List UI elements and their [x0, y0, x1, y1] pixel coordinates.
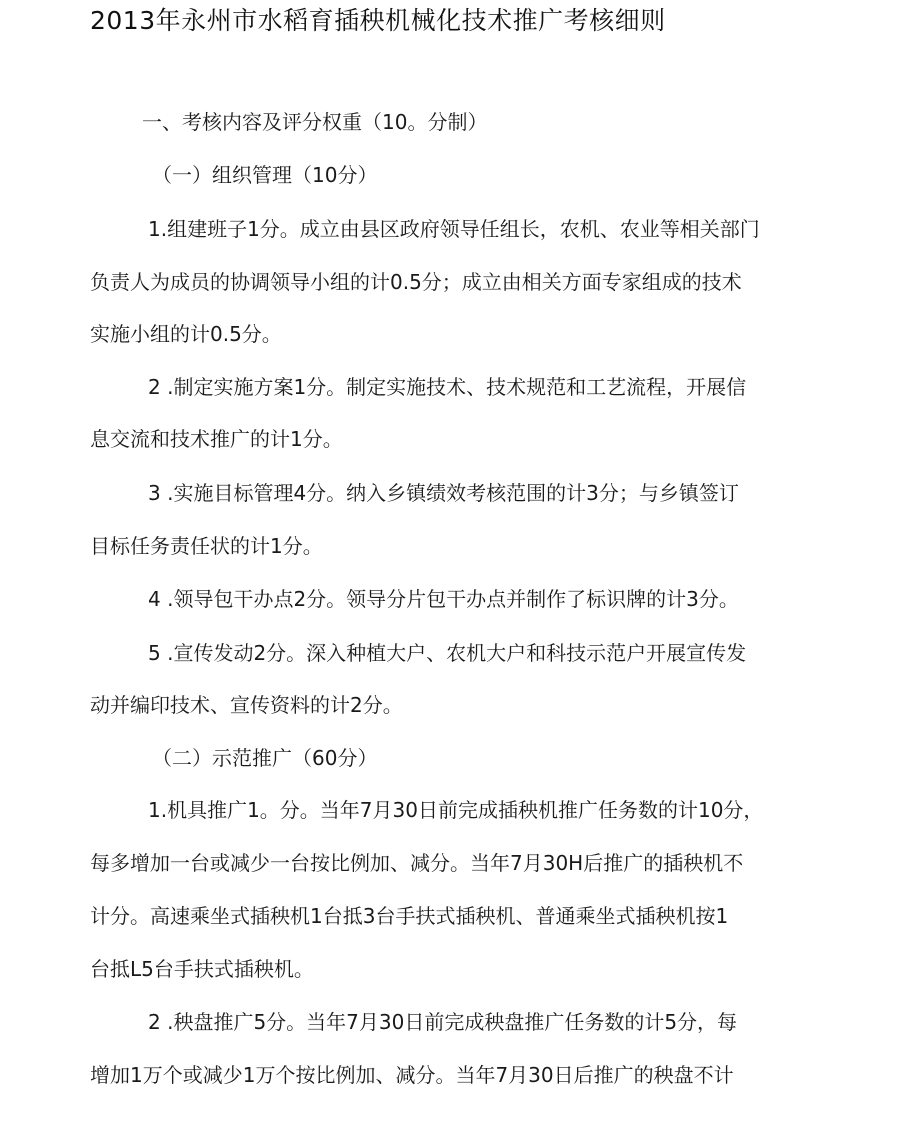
subsection-heading: （一）组织管理（10分） — [152, 163, 378, 187]
document-title: 2013年永州市水稻育插秧机械化技术推广考核细则 — [90, 6, 666, 35]
paragraph-line: 1.机具推广1。分。当年7月30日前完成插秧机推广任务数的计10分， — [148, 798, 764, 822]
paragraph-line: 负责人为成员的协调领导小组的计0.5分；成立由相关方面专家组成的技术 — [90, 270, 742, 294]
paragraph-line: 计分。高速乘坐式插秧机1台抵3台手扶式插秧机、普通乘坐式插秧机按1 — [90, 904, 729, 928]
paragraph-line: 1.组建班子1分。成立由县区政府领导任组长，农机、农业等相关部门 — [148, 217, 760, 241]
paragraph-line: 每多增加一台或减少一台按比例加、减分。当年7月30H后推广的插秧机不 — [90, 851, 744, 875]
paragraph-line: 3 .实施目标管理4分。纳入乡镇绩效考核范围的计3分；与乡镇签订 — [148, 481, 739, 505]
subsection-heading: （二）示范推广（60分） — [152, 746, 378, 770]
paragraph-line: 4 .领导包干办点2分。领导分片包干办点并制作了标识牌的计3分。 — [148, 587, 739, 611]
paragraph-line: 增加1万个或减少1万个按比例加、减分。当年7月30日后推广的秧盘不计 — [90, 1063, 734, 1087]
paragraph-line: 目标任务责任状的计1分。 — [90, 534, 323, 558]
paragraph-line: 息交流和技术推广的计1分。 — [90, 427, 343, 451]
paragraph-line: 2 .秧盘推广5分。当年7月30日前完成秧盘推广任务数的计5分，每 — [148, 1010, 738, 1034]
paragraph-line: 台抵L5台手扶式插秧机。 — [90, 957, 314, 981]
paragraph-line: 5 .宣传发动2分。深入种植大户、农机大户和科技示范户开展宣传发 — [148, 641, 747, 665]
section-heading: 一、考核内容及评分权重（10。分制） — [142, 110, 488, 134]
paragraph-line: 动并编印技术、宣传资料的计2分。 — [90, 693, 403, 717]
paragraph-line: 实施小组的计0.5分。 — [90, 322, 282, 346]
paragraph-line: 2 .制定实施方案1分。制定实施技术、技术规范和工艺流程，开展信 — [148, 375, 747, 399]
